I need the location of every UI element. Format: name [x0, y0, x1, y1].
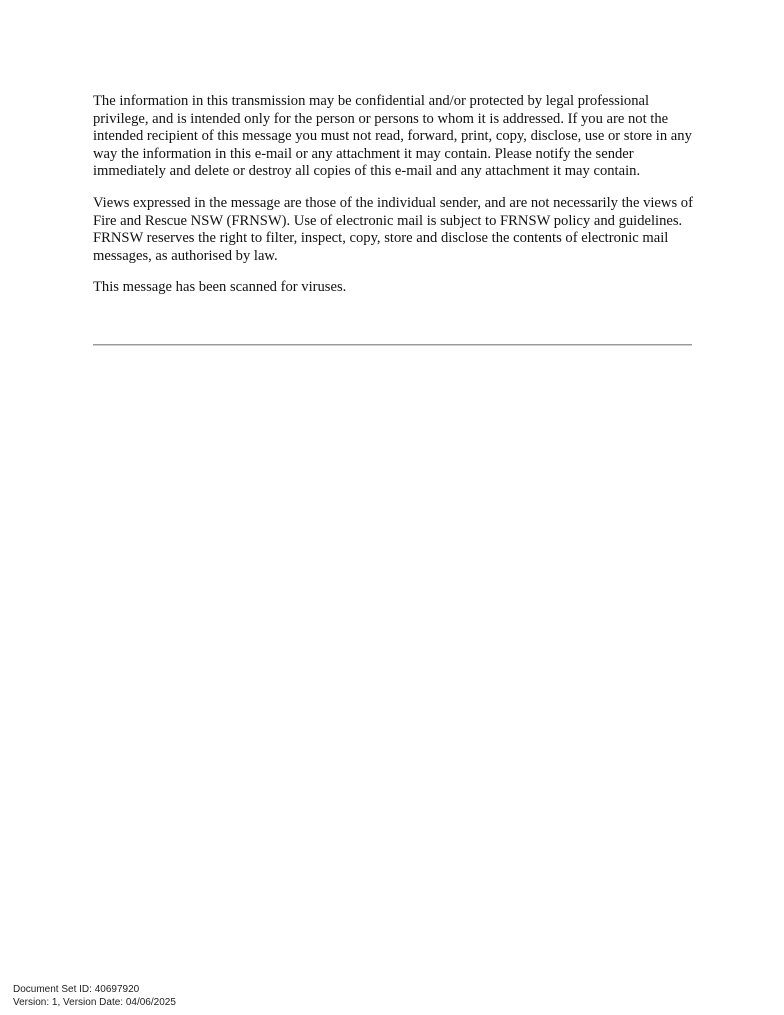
views-paragraph: Views expressed in the message are those of the individual sender, and are not necessarily the views of Fire and Rescue NSW (FRNSW). Use of electronic mail is subject to FRNSW policy and guidelines. FRNSW reserves the right to filter, inspect, copy, store and disclose the contents of electronic mail messages, as authorised by law.	[93, 194, 693, 264]
document-footer	[13, 983, 176, 1009]
email-disclaimer	[93, 93, 693, 311]
virus-scan-paragraph: This message has been scanned for viruses.	[93, 279, 347, 296]
document-set-id: Document Set ID: 40697920	[13, 984, 140, 995]
confidentiality-paragraph: The information in this transmission may be confidential and/or protected by legal professional privilege, and is intended only for the person or persons to whom it is addressed. If you are not the intended recipient of this message you must not read, forward, print, copy, disclose, use or store in any way the information in this e-mail or any attachment it may contain. Please notify the sender immediately and delete or destroy all copies of this e-mail and any attachment it may contain.	[93, 93, 692, 180]
horizontal-divider	[93, 344, 692, 346]
version-info: Version: 1, Version Date: 04/06/2025	[13, 997, 176, 1008]
